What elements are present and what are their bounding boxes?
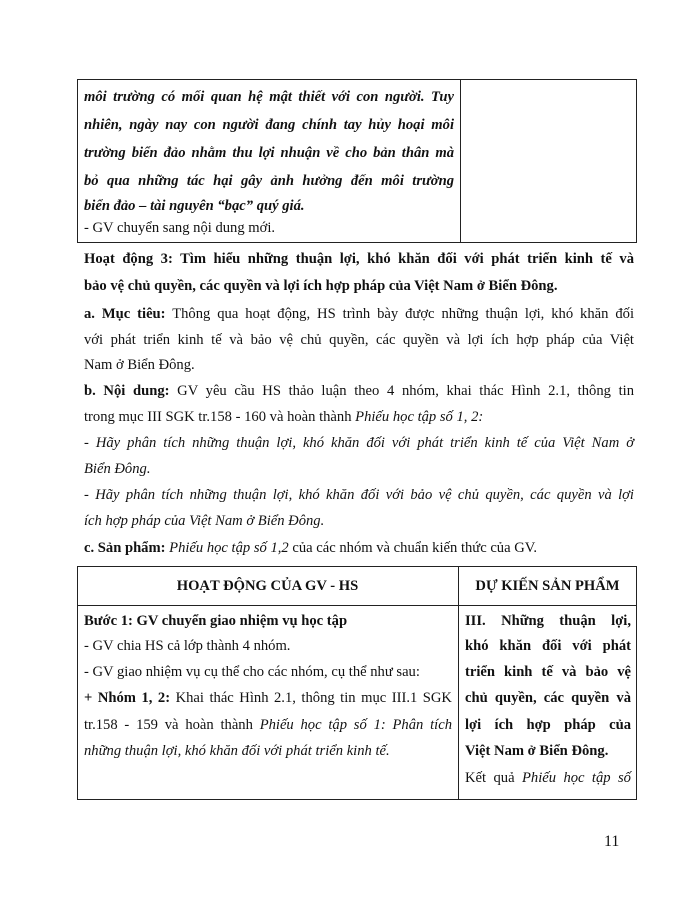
content-label: b. Nội dung: — [84, 383, 170, 399]
right-result-line — [465, 768, 631, 788]
activity-heading-2: bảo vệ chủ quyền, các quyền và lợi ích hợp pháp của Việt Nam ở Biển Đông. — [84, 278, 558, 294]
product-text: của các nhóm và chuẩn kiến thức của GV. — [288, 540, 538, 556]
group-label: + Nhóm 1, 2: — [84, 690, 171, 706]
right-result-b: Phiếu học tập số — [521, 770, 631, 786]
objective-line-2: với phát triển kinh tế và bảo vệ chủ quyền, các quyền và lợi ích hợp pháp của Việt — [84, 332, 634, 348]
right-line-5: lợi ích hợp pháp của — [465, 717, 631, 733]
header-left: HOẠT ĐỘNG CỦA GV - HS — [176, 578, 359, 594]
product-line — [84, 538, 537, 558]
top-text-line-2: nhiên, ngày nay con người đang chính tay hủy hoại môi — [84, 117, 454, 133]
right-line-2: khó khăn đối với phát — [465, 638, 631, 654]
transition-line: - GV chuyển sang nội dung mới. — [84, 220, 276, 236]
content-line-5: - Hãy phân tích những thuận lợi, khó khăn đối với bảo vệ chủ quyền, các quyền và lợi — [84, 487, 634, 503]
objective-line-1 — [84, 304, 634, 324]
content-line-2 — [84, 407, 483, 427]
page-number: 11 — [604, 833, 620, 850]
step1-line-5: những thuận lợi, khó khăn đối với phát triển kinh tế. — [84, 743, 390, 759]
right-line-3: triển kinh tế và bảo vệ — [465, 664, 631, 680]
objective-label: a. Mục tiêu: — [84, 306, 166, 322]
step1-line-2: - GV giao nhiệm vụ cụ thể cho các nhóm, cụ thể như sau: — [84, 664, 420, 680]
content-line-1 — [84, 381, 634, 401]
product-label: c. Sản phẩm: — [84, 540, 166, 556]
right-result-a: Kết quả — [465, 770, 522, 786]
right-line-6: Việt Nam ở Biển Đông. — [465, 743, 609, 759]
main-table-divider — [458, 566, 459, 800]
right-line-4: chủ quyền, các quyền và — [465, 690, 631, 706]
step1-line-4 — [84, 715, 452, 735]
content-text-2a: trong mục III SGK tr.158 - 160 và hoàn thành — [84, 409, 356, 425]
step1-line-1: - GV chia HS cả lớp thành 4 nhóm. — [84, 638, 291, 654]
content-line-3: - Hãy phân tích những thuận lợi, khó khăn đối với phát triển kinh tế của Việt Nam ở — [84, 435, 634, 451]
step1-line-4a: tr.158 - 159 và hoàn thành — [84, 717, 260, 733]
main-table-header-rule — [77, 605, 637, 606]
step1-line-4b: Phiếu học tập số 1: Phân tích — [259, 717, 452, 733]
top-text-line-4: bỏ qua những tác hại gây ảnh hưởng đến môi trường — [84, 173, 454, 189]
step1-line-3 — [84, 688, 452, 708]
objective-text-1: Thông qua hoạt động, HS trình bày được những thuận lợi, khó khăn đối — [165, 306, 634, 322]
content-line-6: ích hợp pháp của Việt Nam ở Biển Đông. — [84, 513, 325, 529]
content-text-1: GV yêu cầu HS thảo luận theo 4 nhóm, khai thác Hình 2.1, thông tin — [169, 383, 634, 399]
top-text-line-1: môi trường có mối quan hệ mật thiết với con người. Tuy — [84, 89, 454, 105]
top-table-divider — [460, 79, 461, 243]
objective-line-3: Nam ở Biển Đông. — [84, 357, 195, 373]
step1-title: Bước 1: GV chuyển giao nhiệm vụ học tập — [84, 613, 348, 629]
top-text-line-3: trường biển đảo nhằm thu lợi nhuận về cho bản thân mà — [84, 145, 454, 161]
top-text-line-5: biển đảo – tài nguyên “bạc” quý giá. — [84, 198, 305, 214]
main-table — [77, 566, 637, 800]
content-text-2b: Phiếu học tập số 1, 2: — [355, 409, 484, 425]
group-text: Khai thác Hình 2.1, thông tin mục III.1 SGK — [170, 690, 452, 706]
right-line-1: III. Những thuận lợi, — [465, 613, 631, 629]
activity-heading-1: Hoạt động 3: Tìm hiểu những thuận lợi, khó khăn đối với phát triển kinh tế và — [84, 251, 634, 267]
content-line-4: Biển Đông. — [84, 461, 151, 477]
product-italic: Phiếu học tập số 1,2 — [165, 540, 289, 556]
header-right: DỰ KIẾN SẢN PHẨM — [475, 578, 620, 594]
